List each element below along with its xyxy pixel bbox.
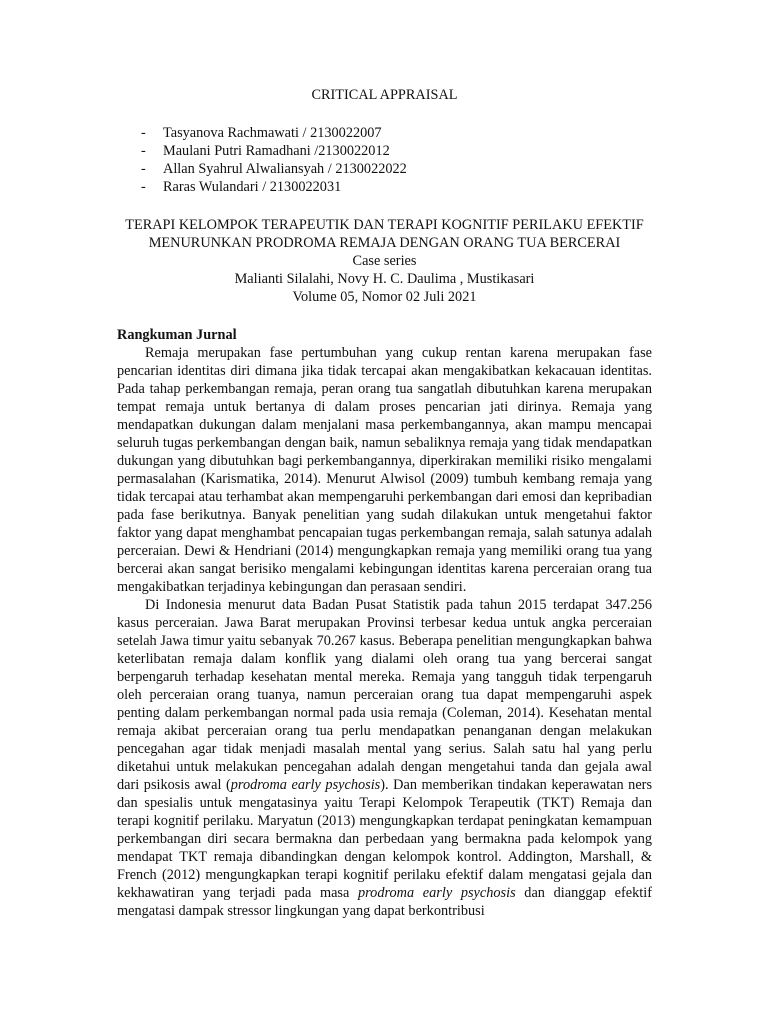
member-name: Allan Syahrul Alwaliansyah / 2130022022 <box>163 161 407 177</box>
article-authors: Malianti Silalahi, Novy H. C. Daulima , Mustikasari <box>234 271 535 287</box>
member-name: Tasyanova Rachmawati / 2130022007 <box>163 125 382 141</box>
list-bullet: - <box>141 143 146 159</box>
group-member-list <box>117 124 652 196</box>
list-item <box>117 178 652 196</box>
paragraph-text: dan dianggap efektif mengatasi dampak stressor lingkungan yang dapat berkontribusi <box>117 885 652 919</box>
article-info <box>117 216 652 306</box>
italic-term: prodroma early psychosis <box>358 885 516 901</box>
member-name: Raras Wulandari / 2130022031 <box>163 179 342 195</box>
paragraph-text: Di Indonesia menurut data Badan Pusat Statistik pada tahun 2015 terdapat 347.256 kasus perceraian. Jawa Barat merupakan Provinsi terbesar kedua untuk angka perceraian setelah Jawa timur yaitu sebanyak 70.267 kasus. Beberapa penelitian mengungkapkan bahwa keterlibatan remaja dalam konflik yang dialami oleh orang tua yang bercerai sangat berpengaruh terhadap kesehatan mental mereka. Remaja yang tangguh tidak terpengaruh oleh perceraian orang tuanya, namun perceraian orang tua dapat mempengaruhi aspek penting dalam perkembangan normal pada usia remaja (Coleman, 2014). Kesehatan mental remaja akibat perceraian orang tua perlu mendapatkan penanganan dengan melakukan pencegahan agar tidak menjadi masalah mental yang serius. Salah satu hal yang perlu diketahui untuk melakukan pencegahan adalah dengan mengetahui tanda dan gejala awal dari psikosis awal ( <box>117 597 652 793</box>
summary-paragraph-2 <box>117 596 652 920</box>
section-heading: Rangkuman Jurnal <box>117 327 237 343</box>
list-item <box>117 160 652 178</box>
paragraph-text: ). Dan memberikan tindakan keperawatan ners dan spesialis untuk mengatasinya yaitu Terapi Kelompok Terapeutik (TKT) Remaja dan terapi kognitif perilaku. Maryatun (2013) mengungkapkan terdapat peningkatan kemampuan perkembangan diri secara bermakna dan perbedaan yang bermakna pada kelompok yang mendapat TKT remaja dibandingkan dengan kelompok kontrol. Addington, Marshall, & French (2012) mengungkapkan terapi kognitif perilaku efektif dalam mengatasi gejala dan kekhawatiran yang terjadi pada masa <box>117 777 653 901</box>
list-item <box>117 142 652 160</box>
article-type: Case series <box>352 253 417 269</box>
article-volume: Volume 05, Nomor 02 Juli 2021 <box>292 289 477 305</box>
summary-paragraph-1: Remaja merupakan fase pertumbuhan yang cukup rentan karena merupakan fase pencarian identitas diri dimana jika tidak tercapai akan mengakibatkan kekacauan identitas. Pada tahap perkembangan remaja, peran orang tua sangatlah dibutuhkan karena merupakan tempat remaja untuk bertanya di dalam proses pencarian jati dirinya. Remaja yang mendapatkan dukungan dalam menjalani masa perkembangannya, akan mampu mencapai seluruh tugas perkembangan dengan baik, namun sebaliknya remaja yang tidak mendapatkan dukungan yang dibutuhkan bagi perkembangannya, diperkirakan memiliki risiko mengalami permasalahan (Karismatika, 2014). Menurut Alwisol (2009) tumbuh kembang remaja yang tidak tercapai atau terhambat akan mempengaruhi perkembangan dari emosi dan kepribadian pada fase berikutnya. Banyak penelitian yang sudah dilakukan untuk mengetahui faktor faktor yang dapat menghambat pencapaian tugas perkembangan remaja, salah satunya adalah perceraian. Dewi & Hendriani (2014) mengungkapkan remaja yang memiliki orang tua yang bercerai akan sangat berisiko mengalami kebingungan identitas karena perceraian orang tua mengakibatkan terjadinya kebingungan dan perasaan sendiri. <box>117 345 652 595</box>
list-bullet: - <box>141 161 146 177</box>
list-bullet: - <box>141 179 146 195</box>
member-name: Maulani Putri Ramadhani /2130022012 <box>163 143 390 159</box>
list-item <box>117 124 652 142</box>
document-title: CRITICAL APPRAISAL <box>311 87 458 103</box>
italic-term: prodroma early psychosis <box>230 777 381 793</box>
list-bullet: - <box>141 125 146 141</box>
article-title: TERAPI KELOMPOK TERAPEUTIK DAN TERAPI KOGNITIF PERILAKU EFEKTIF MENURUNKAN PRODROMA REMAJA DENGAN ORANG TUA BERCERAI <box>125 217 644 251</box>
